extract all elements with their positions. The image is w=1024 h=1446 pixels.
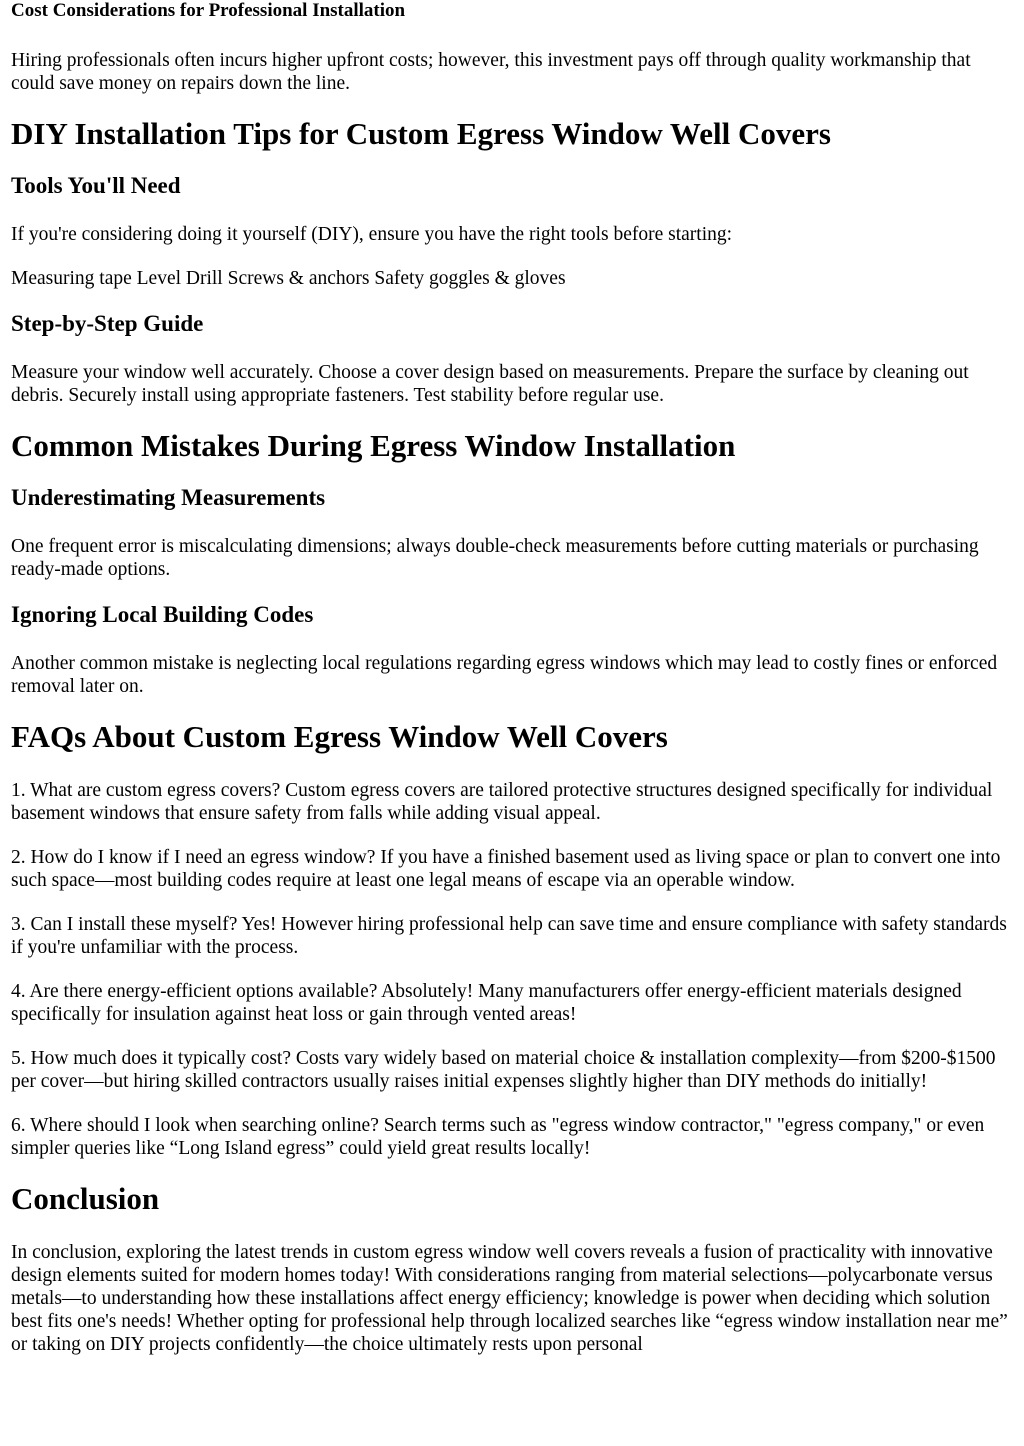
faq-item-4: 4. Are there energy-efficient options available? Absolutely! Many manufacturers offer energy-efficient materials designed specifically for insulation against heat loss or gain through vented areas! [11, 981, 962, 1025]
subheading-ignoring-building-codes: Ignoring Local Building Codes [11, 602, 314, 627]
heading-common-mistakes: Common Mistakes During Egress Window Installation [11, 428, 736, 463]
paragraph-cost-considerations: Hiring professionals often incurs higher upfront costs; however, this investment pays off through quality workmanship that could save money on repairs down the line. [11, 50, 971, 94]
paragraph-ignoring-building-codes: Another common mistake is neglecting local regulations regarding egress windows which may lead to costly fines or enforced removal later on. [11, 653, 998, 697]
paragraph-tools-intro: If you're considering doing it yourself (DIY), ensure you have the right tools before starting: [11, 224, 733, 245]
faq-item-2: 2. How do I know if I need an egress window? If you have a finished basement used as living space or plan to convert one into such space—most building codes require at least one legal means of escape via an operable window. [11, 847, 1001, 891]
faq-item-6: 6. Where should I look when searching online? Search terms such as "egress window contractor," "egress company," or even simpler queries like “Long Island egress” could yield great results locally! [11, 1115, 985, 1159]
heading-faqs: FAQs About Custom Egress Window Well Covers [11, 719, 668, 754]
paragraph-step-by-step: Measure your window well accurately. Choose a cover design based on measurements. Prepare the surface by cleaning out debris. Securely install using appropriate fasteners. Test stability before regular use. [11, 362, 969, 406]
subheading-step-by-step-guide: Step-by-Step Guide [11, 311, 204, 336]
section-heading-cost-considerations: Cost Considerations for Professional Installation [11, 0, 406, 21]
subheading-tools-needed: Tools You'll Need [11, 173, 181, 198]
heading-diy-installation-tips: DIY Installation Tips for Custom Egress Window Well Covers [11, 116, 831, 151]
paragraph-conclusion: In conclusion, exploring the latest trends in custom egress window well covers reveals a fusion of practicality with innovative design elements suited for modern homes today! With considerations ranging from material selections—polycarbonate versus metals—to understanding how these installations affect energy efficiency; knowledge is power when deciding which solution best fits one's needs! Whether opting for professional help through localized searches like “egress window installation near me” or taking on DIY projects confidently—the choice ultimately rests upon personal [11, 1242, 1008, 1355]
faq-item-3: 3. Can I install these myself? Yes! However hiring professional help can save time and ensure compliance with safety standards if you're unfamiliar with the process. [11, 914, 1007, 958]
faq-item-1: 1. What are custom egress covers? Custom egress covers are tailored protective structures designed specifically for individual basement windows that ensure safety from falls while adding visual appeal. [11, 780, 993, 824]
heading-conclusion: Conclusion [11, 1181, 160, 1216]
faq-item-5: 5. How much does it typically cost? Costs vary widely based on material choice & installation complexity—from $200-$1500 per cover—but hiring skilled contractors usually raises initial expenses slightly higher than DIY methods do initially! [11, 1048, 996, 1092]
paragraph-tools-list: Measuring tape Level Drill Screws & anchors Safety goggles & gloves [11, 268, 566, 289]
subheading-underestimating-measurements: Underestimating Measurements [11, 485, 326, 510]
paragraph-underestimating-measurements: One frequent error is miscalculating dimensions; always double-check measurements before cutting materials or purchasing ready-made options. [11, 536, 979, 580]
